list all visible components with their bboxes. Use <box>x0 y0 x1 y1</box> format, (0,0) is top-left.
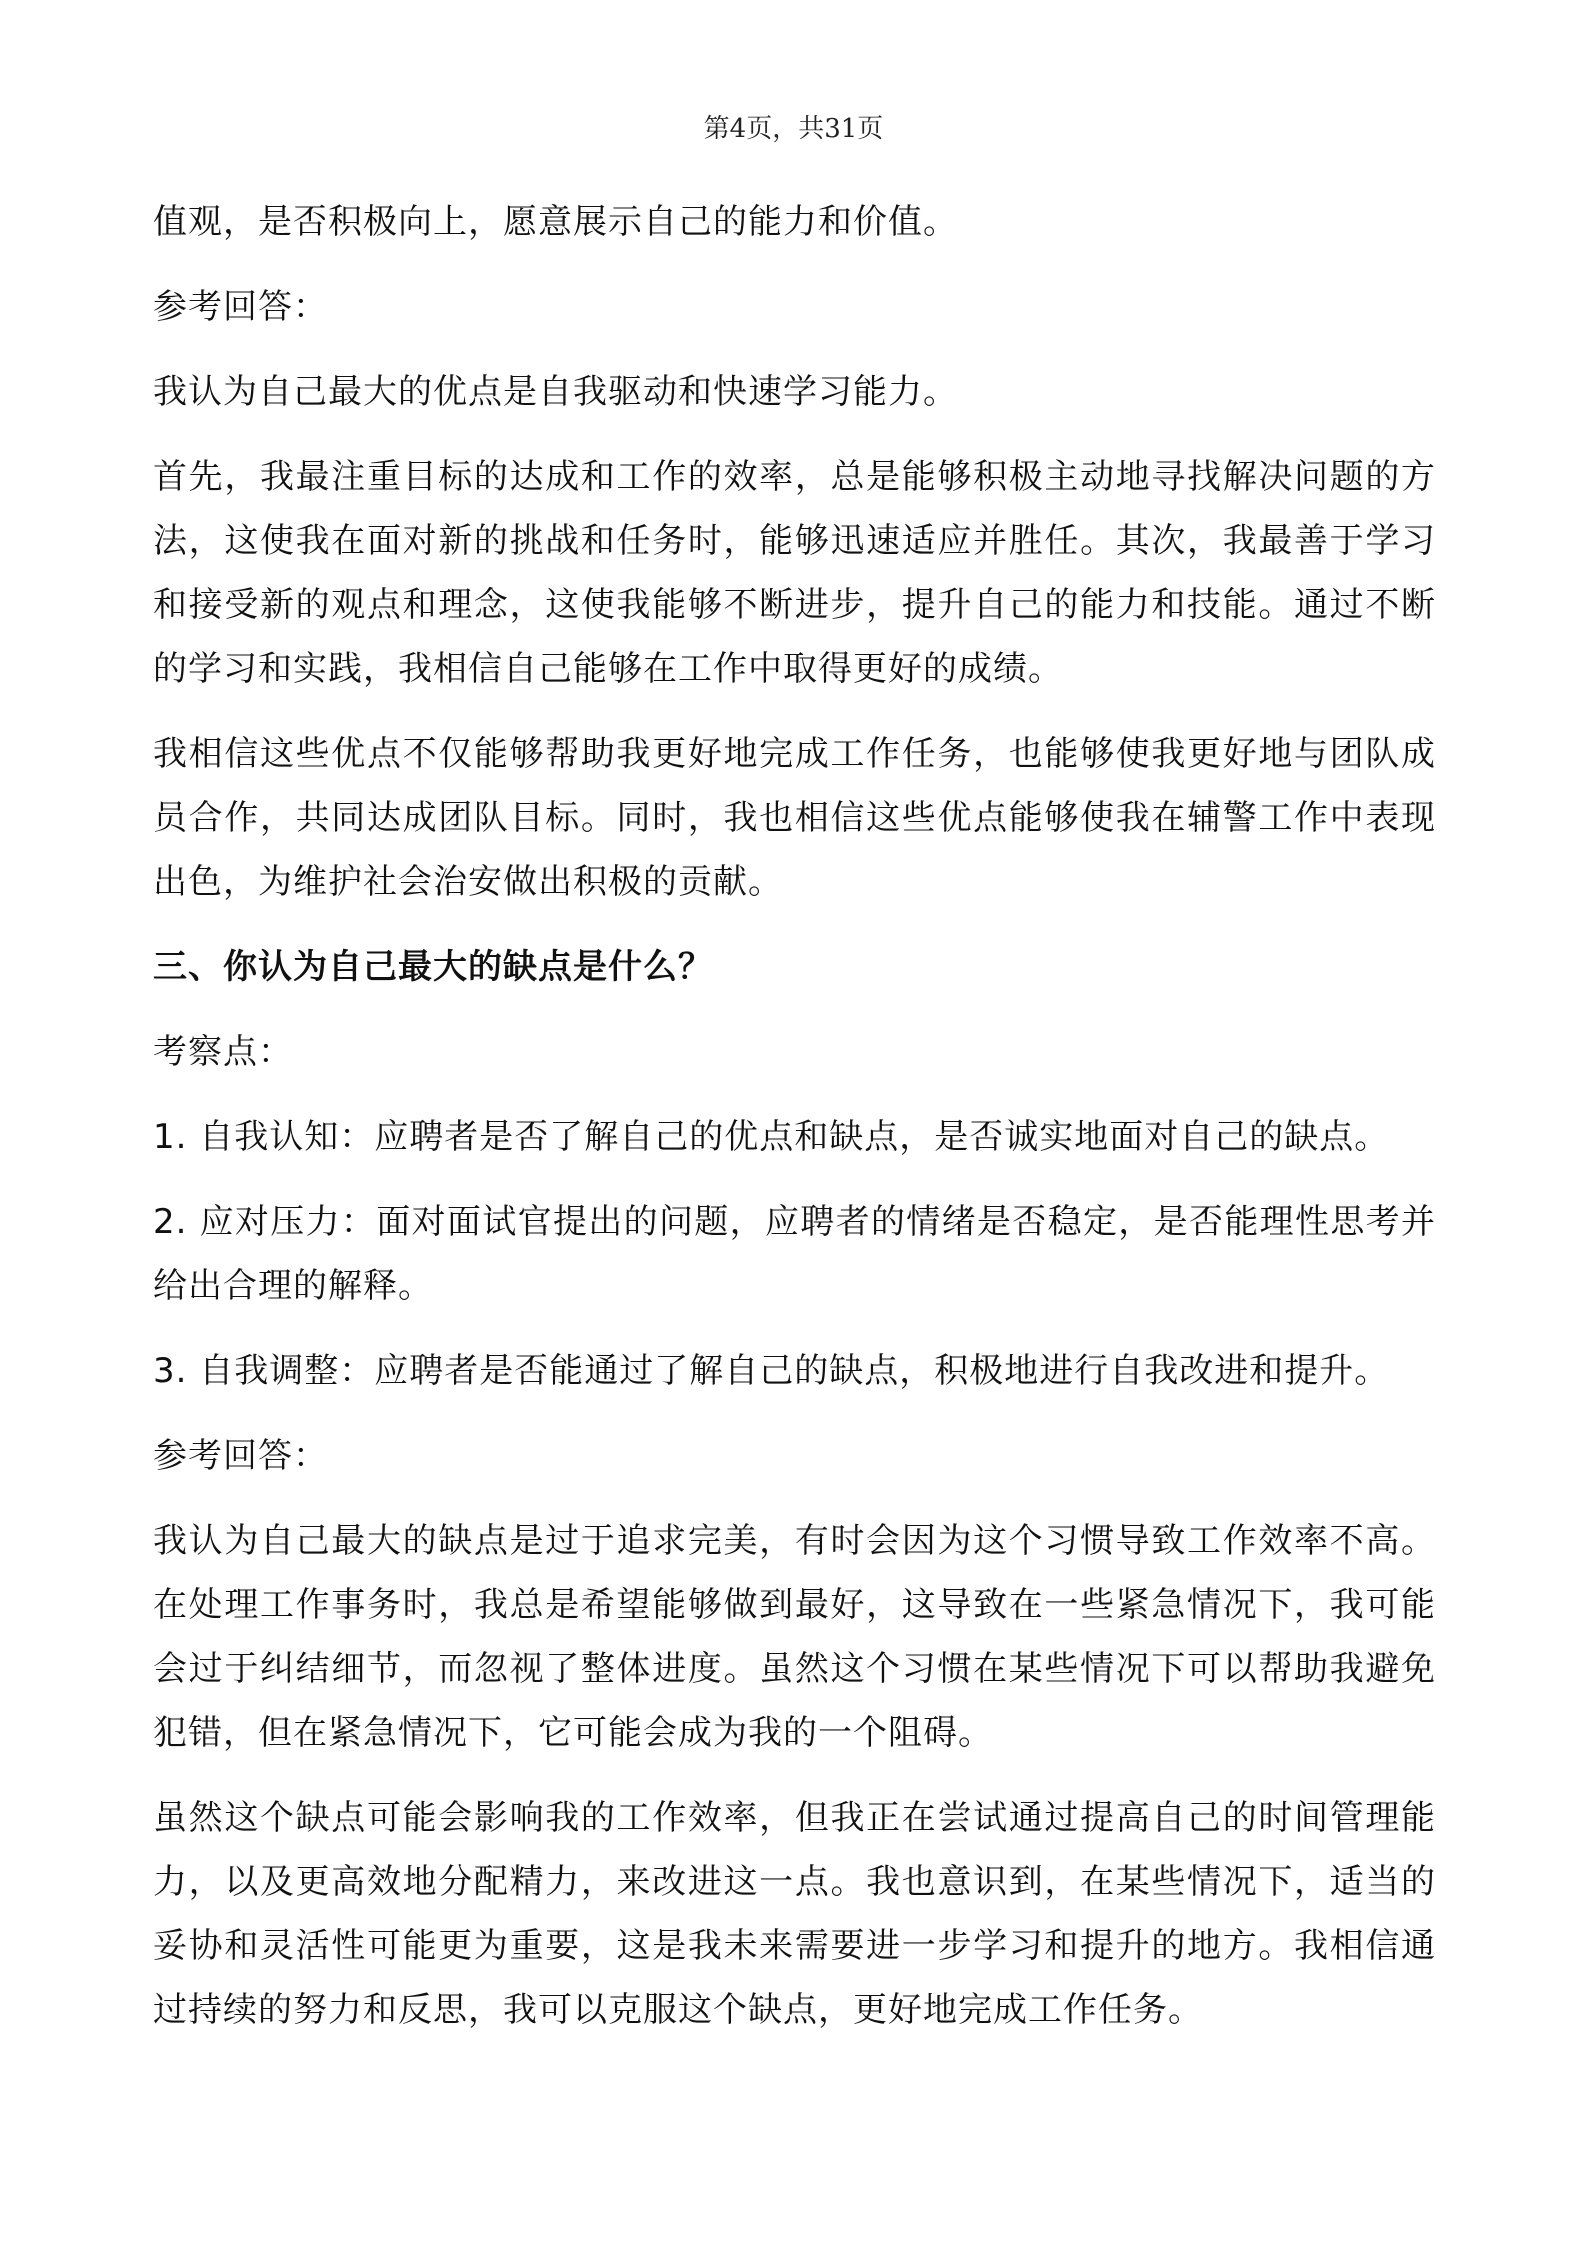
reference-answer-label: 参考回答： <box>153 287 328 327</box>
answer-paragraph: 我认为自己最大的缺点是过于追求完美，有时会因为这个习惯导致工作效率不高。在处理工作事务时，我总是希望能够做到最好，这导致在一些紧急情况下，我可能会过于纠结细节，而忽视了整体进度。虽然这个习惯在某些情况下可以帮助我避免犯错，但在紧急情况下，它可能会成为我的一个阻碍。 <box>153 1521 1436 1753</box>
document-body <box>153 190 1436 2042</box>
assessment-point-item: 2. 应对压力：面对面试官提出的问题，应聘者的情绪是否稳定，是否能理性思考并给出合理的解释。 <box>153 1202 1436 1306</box>
paragraph-continuation: 值观，是否积极向上，愿意展示自己的能力和价值。 <box>153 202 958 242</box>
reference-answer-label: 参考回答： <box>153 1436 328 1476</box>
assessment-points-label: 考察点： <box>153 1032 293 1072</box>
page-indicator: 第4页，共31页 <box>703 114 884 144</box>
question-heading: 三、你认为自己最大的缺点是什么？ <box>153 947 713 987</box>
answer-summary: 我认为自己最大的优点是自我驱动和快速学习能力。 <box>153 372 958 412</box>
answer-paragraph: 首先，我最注重目标的达成和工作的效率，总是能够积极主动地寻找解决问题的方法，这使我在面对新的挑战和任务时，能够迅速适应并胜任。其次，我最善于学习和接受新的观点和理念，这使我能够不断进步，提升自己的能力和技能。通过不断的学习和实践，我相信自己能够在工作中取得更好的成绩。 <box>153 457 1436 689</box>
answer-paragraph: 虽然这个缺点可能会影响我的工作效率，但我正在尝试通过提高自己的时间管理能力，以及更高效地分配精力，来改进这一点。我也意识到，在某些情况下，适当的妥协和灵活性可能更为重要，这是我未来需要进一步学习和提升的地方。我相信通过持续的努力和反思，我可以克服这个缺点，更好地完成工作任务。 <box>153 1798 1436 2030</box>
assessment-point-item: 3. 自我调整：应聘者是否能通过了解自己的缺点，积极地进行自我改进和提升。 <box>153 1351 1390 1391</box>
answer-paragraph: 我相信这些优点不仅能够帮助我更好地完成工作任务，也能够使我更好地与团队成员合作，共同达成团队目标。同时，我也相信这些优点能够使我在辅警工作中表现出色，为维护社会治安做出积极的贡献。 <box>153 734 1436 902</box>
assessment-point-item: 1. 自我认知：应聘者是否了解自己的优点和缺点，是否诚实地面对自己的缺点。 <box>153 1117 1390 1157</box>
